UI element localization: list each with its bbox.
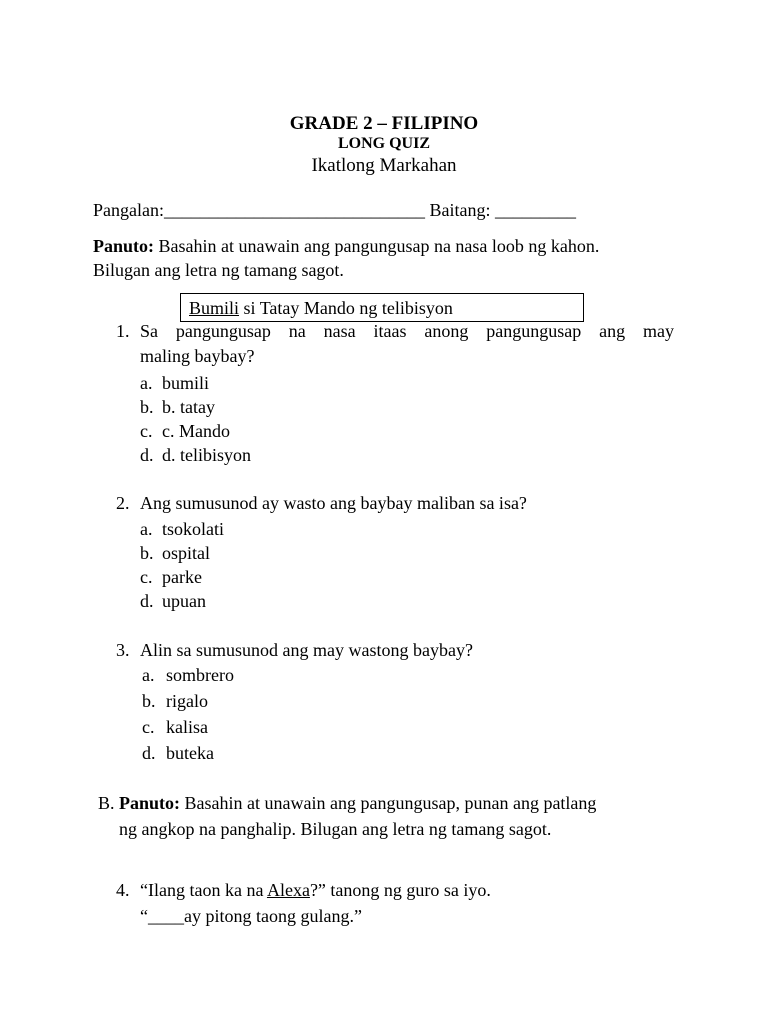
choice-letter: b. <box>140 543 154 563</box>
document-subtitle: LONG QUIZ <box>337 135 430 152</box>
q4-underlined-name: Alexa <box>266 880 310 900</box>
question-2-number: 2. <box>116 493 130 513</box>
question-3-number: 3. <box>116 640 130 660</box>
q3-choice-b[interactable] <box>142 691 208 712</box>
choice-letter: a. <box>140 519 153 539</box>
choice-text: kalisa <box>166 717 208 737</box>
question-1-text-line1: Sa pangungusap na nasa itaas anong pangungusap ang may <box>140 321 674 341</box>
instruction-a-label: Panuto: <box>93 236 155 256</box>
q2-choice-c[interactable] <box>140 567 202 588</box>
instruction-b-text1: Basahin at unawain ang pangungusap, punan ang patlang <box>184 793 597 813</box>
student-fields <box>93 200 576 221</box>
choice-text: tsokolati <box>162 519 224 539</box>
quarter-label: Ikatlong Markahan <box>311 155 457 176</box>
sentence-box <box>180 293 584 322</box>
q1-choice-b[interactable] <box>140 397 215 418</box>
choice-text: d. telibisyon <box>162 445 251 465</box>
choice-text: c. Mando <box>162 421 230 441</box>
choice-letter: b. <box>142 691 156 711</box>
name-blank[interactable]: _____________________________ <box>163 200 425 220</box>
question-1-number: 1. <box>116 321 130 341</box>
choice-text: ospital <box>162 543 210 563</box>
question-4-text-line1 <box>140 880 491 901</box>
question-4-number: 4. <box>116 880 130 900</box>
choice-text: b. tatay <box>162 397 215 417</box>
sentence-box-text <box>189 298 453 319</box>
choice-text: rigalo <box>166 691 208 711</box>
question-4-text-line2: “____ay pitong taong gulang.” <box>140 906 362 926</box>
sentence-underlined-word: Bumili <box>189 298 240 318</box>
instruction-a-text1: Basahin at unawain ang pangungusap na nasa loob ng kahon. <box>158 236 600 256</box>
q2-choice-b[interactable] <box>140 543 210 564</box>
instruction-a-line2: Bilugan ang letra ng tamang sagot. <box>93 260 344 280</box>
choice-letter: a. <box>142 665 155 685</box>
q3-choice-c[interactable] <box>142 717 208 738</box>
question-3-text: Alin sa sumusunod ang may wastong baybay? <box>140 640 473 660</box>
instruction-b-line2: ng angkop na panghalip. Bilugan ang letra ng tamang sagot. <box>119 819 552 839</box>
choice-letter: a. <box>140 373 153 393</box>
q2-choice-d[interactable] <box>140 591 206 612</box>
choice-text: upuan <box>162 591 206 611</box>
q4-part1: “Ilang taon ka na <box>140 880 267 900</box>
name-label: Pangalan: <box>93 200 164 220</box>
choice-text: bumili <box>162 373 210 393</box>
question-2-text: Ang sumusunod ay wasto ang baybay maliban sa isa? <box>140 493 527 513</box>
question-1-text-line2: maling baybay? <box>140 346 255 366</box>
instruction-b-label: Panuto: <box>119 793 181 813</box>
section-b-prefix: B. <box>98 793 115 813</box>
q3-choice-a[interactable] <box>142 665 234 686</box>
choice-text: buteka <box>166 743 214 763</box>
document-title: GRADE 2 – FILIPINO <box>289 113 479 134</box>
choice-text: sombrero <box>166 665 234 685</box>
instruction-b-line1 <box>98 793 596 814</box>
choice-letter: d. <box>142 743 156 763</box>
q3-choice-d[interactable] <box>142 743 214 764</box>
grade-label: Baitang: <box>429 200 491 220</box>
choice-letter: d. <box>140 591 154 611</box>
q1-choice-d[interactable] <box>140 445 251 466</box>
choice-letter: c. <box>140 567 153 587</box>
q2-choice-a[interactable] <box>140 519 224 540</box>
choice-letter: c. <box>140 421 153 441</box>
q4-part2: ?” tanong ng guro sa iyo. <box>309 880 491 900</box>
sentence-rest: si Tatay Mando ng telibisyon <box>239 298 453 318</box>
choice-letter: b. <box>140 397 154 417</box>
choice-letter: d. <box>140 445 154 465</box>
grade-blank[interactable]: _________ <box>494 200 576 220</box>
choice-text: parke <box>162 567 202 587</box>
instruction-a-line1 <box>93 236 599 257</box>
choice-letter: c. <box>142 717 155 737</box>
q1-choice-a[interactable] <box>140 373 210 394</box>
q1-choice-c[interactable] <box>140 421 230 442</box>
